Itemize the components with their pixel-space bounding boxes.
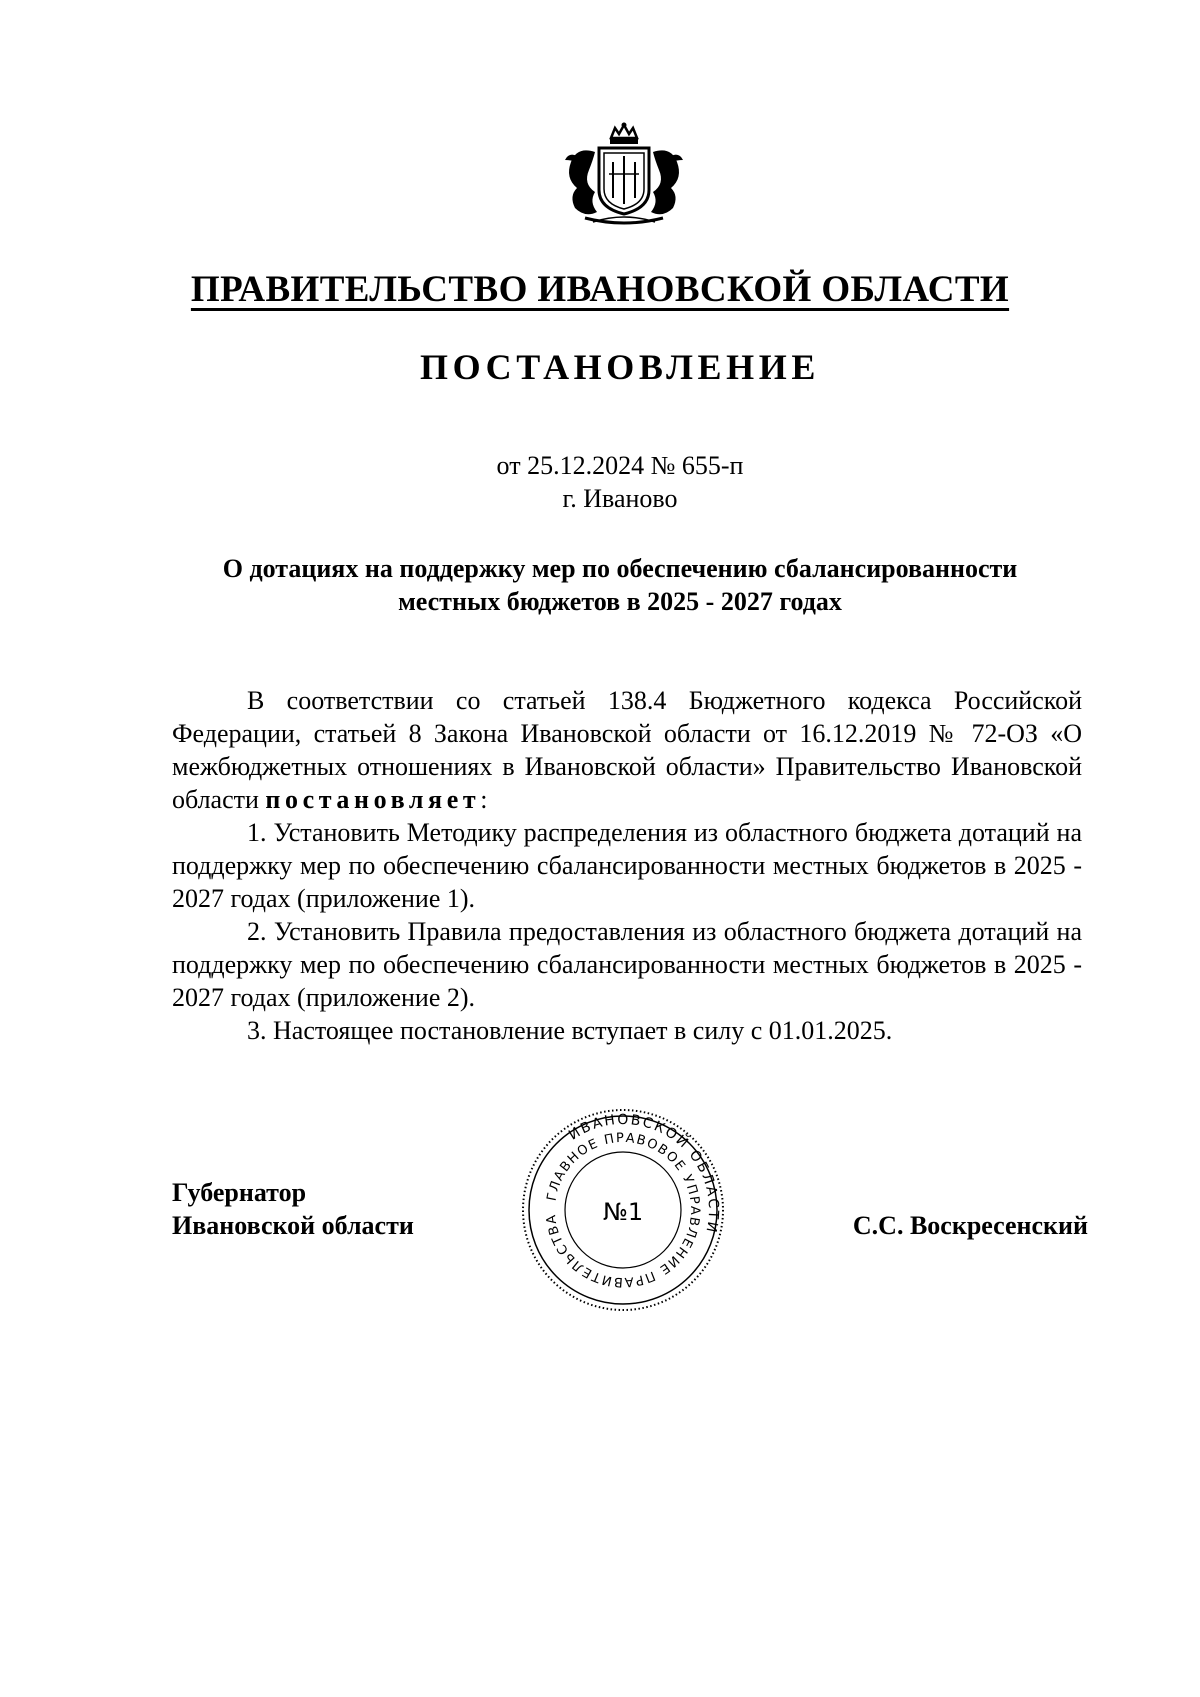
organization-title-text: ПРАВИТЕЛЬСТВО ИВАНОВСКОЙ ОБЛАСТИ [190,269,1010,310]
decree-item-2: 2. Установить Правила предоставления из областного бюджета дотаций на поддержку мер по обеспечению сбалансированности местных бюджетов в 2025 - 2027 годах (приложение 2). [172,917,1082,1012]
preamble-text: В соответствии со статьей 138.4 Бюджетного кодекса Российской Федерации, статьей 8 Закона Ивановской области от 16.12.2019 № 72-ОЗ «О межбюджетных отношениях в Ивановской области» Правительство Ивановской области [172,686,1082,814]
coat-of-arms-icon [555,122,693,226]
document-type: ПОСТАНОВЛЕНИЕ [420,347,820,387]
official-stamp [518,1105,728,1315]
stamp-outer-text: ИВАНОВСКОЙ ОБЛАСТИ [566,1111,722,1236]
document-body [172,684,1082,1047]
signatory-position-line-2: Ивановской области [172,1211,414,1240]
signatory-position [172,1176,414,1242]
decree-colon: : [480,785,488,814]
decree-word: постановляет [265,785,481,814]
preamble-paragraph [172,684,1082,816]
decree-item-1: 1. Установить Методику распределения из областного бюджета дотаций на поддержку мер по обеспечению сбалансированности местных бюджетов в 2025 - 2027 годах (приложение 1). [172,818,1082,913]
signatory-position-line-1: Губернатор [172,1178,307,1207]
document-heading-line-1: О дотациях на поддержку мер по обеспечению сбалансированности [222,554,1018,583]
signatory-name: С.С. Воскресенский [852,1211,1088,1240]
stamp-inner-text: ГЛАВНОЕ ПРАВОВОЕ УПРАВЛЕНИЕ ПРАВИТЕЛЬСТВА [543,1130,703,1290]
decree-item-3: 3. Настоящее постановление вступает в силу с 01.01.2025. [247,1016,893,1045]
organization-title [0,268,1200,311]
stamp-center-text: №1 [602,1198,644,1226]
document-date-number: от 25.12.2024 № 655-п [496,451,744,480]
document-city: г. Иваново [562,484,678,513]
document-heading-line-2: местных бюджетов в 2025 - 2027 годах [398,587,842,616]
